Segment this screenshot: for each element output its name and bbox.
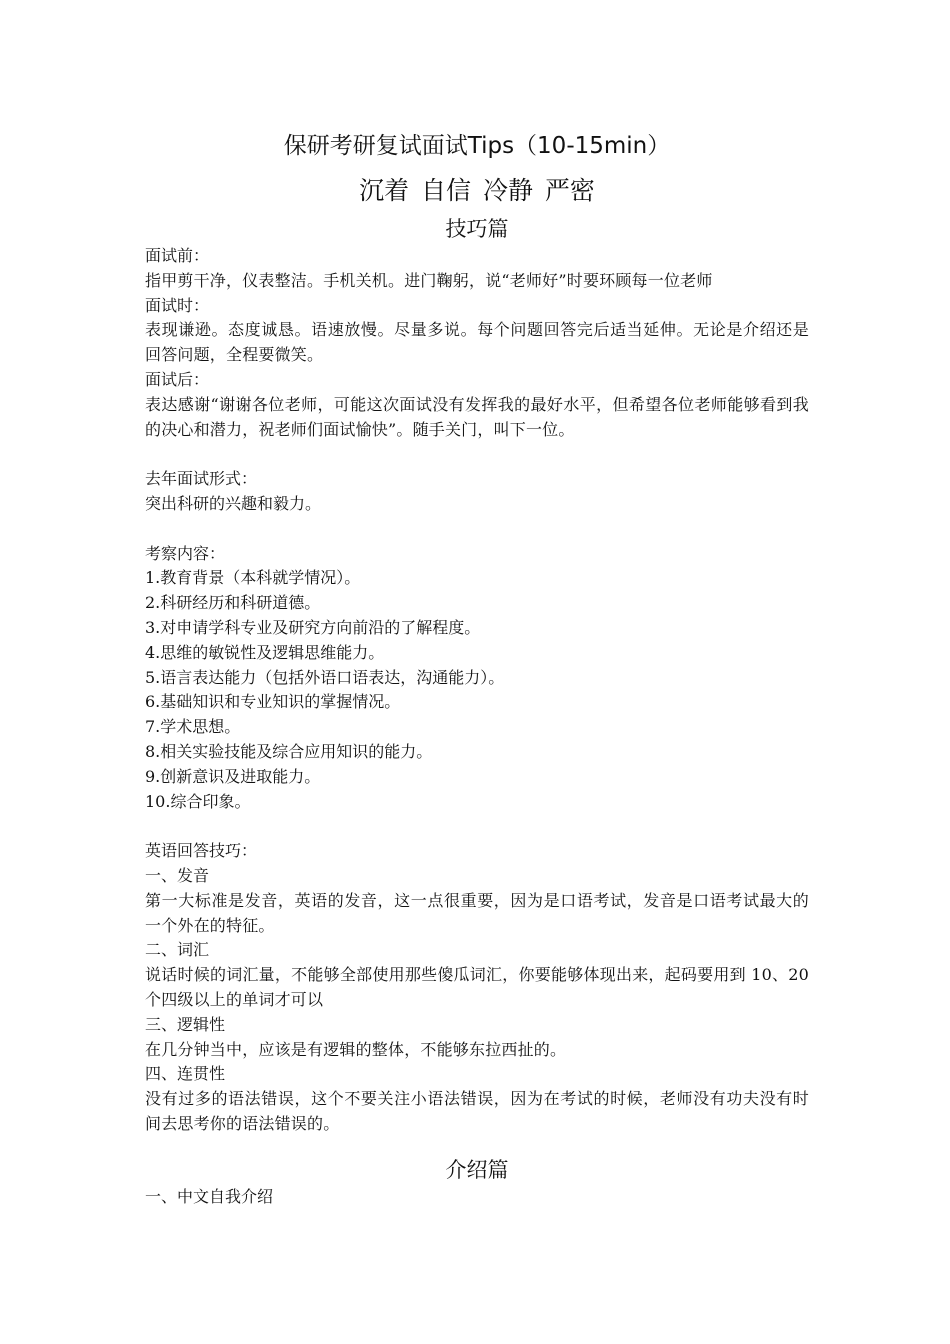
document-body bbox=[145, 130, 809, 1209]
before-interview-label: 面试前： bbox=[145, 246, 210, 265]
english-tip-text: 在几分钟当中，应该是有逻辑的整体，不能够东拉西扯的。 bbox=[145, 1039, 567, 1059]
last-year-label: 去年面试形式： bbox=[145, 469, 258, 489]
list-item: 6.基础知识和专业知识的掌握情况。 bbox=[145, 692, 401, 712]
list-item: 3.对申请学科专业及研究方向前沿的了解程度。 bbox=[145, 617, 481, 637]
intro-first-item: 一、中文自我介绍 bbox=[145, 1186, 274, 1206]
english-tip-text: 说话时候的词汇量，不能够全部使用那些傻瓜词汇，你要能够体现出来，起码要用到 10、20 个四级以上的单词才可以 bbox=[145, 965, 809, 1009]
last-year-text: 突出科研的兴趣和毅力。 bbox=[145, 493, 322, 513]
skills-section-heading: 技巧篇 bbox=[445, 217, 509, 241]
english-tip-heading: 二、词汇 bbox=[145, 940, 210, 960]
assessment-content-list bbox=[145, 566, 809, 814]
list-item: 10.综合印象。 bbox=[145, 791, 251, 811]
list-item: 4.思维的敏锐性及逻辑思维能力。 bbox=[145, 642, 385, 662]
english-tip-text: 第一大标准是发音，英语的发音，这一点很重要，因为是口语考试，发音是口语考试最大的一个外在的特征。 bbox=[145, 890, 809, 935]
list-item: 8.相关实验技能及综合应用知识的能力。 bbox=[145, 741, 433, 761]
before-interview-text: 指甲剪干净，仪表整洁。手机关机。进门鞠躬，说“老师好”时要环顾每一位老师 bbox=[145, 270, 713, 290]
english-tip-heading: 四、连贯性 bbox=[145, 1064, 226, 1084]
list-item: 7.学术思想。 bbox=[145, 717, 241, 737]
during-interview-text: 表现谦逊。态度诚恳。语速放慢。尽量多说。每个问题回答完后适当延伸。无论是介绍还是回答问题，全程要微笑。 bbox=[145, 320, 809, 365]
document-subtitle: 沉着 自信 冷静 严密 bbox=[359, 176, 595, 205]
list-item: 5.语言表达能力（包括外语口语表达，沟通能力）。 bbox=[145, 667, 505, 687]
spacer bbox=[145, 517, 809, 542]
intro-section-heading: 介绍篇 bbox=[445, 1157, 509, 1182]
assessment-content-label: 考察内容： bbox=[145, 543, 226, 563]
english-tip-heading: 三、逻辑性 bbox=[145, 1014, 226, 1034]
english-tips-label: 英语回答技巧： bbox=[145, 841, 258, 861]
list-item: 2.科研经历和科研道德。 bbox=[145, 593, 321, 613]
during-interview-label: 面试时： bbox=[145, 295, 210, 315]
list-item: 9.创新意识及进取能力。 bbox=[145, 766, 321, 786]
document-title: 保研考研复试面试Tips（10-15min） bbox=[283, 133, 671, 159]
spacer bbox=[145, 442, 809, 467]
after-interview-text: 表达感谢“谢谢各位老师，可能这次面试没有发挥我的最好水平，但希望各位老师能够看到我的决心和潜力，祝老师们面试愉快”。随手关门，叫下一位。 bbox=[145, 394, 809, 439]
spacer bbox=[145, 814, 809, 839]
list-item: 1.教育背景（本科就学情况）。 bbox=[145, 568, 361, 588]
english-tip-text: 没有过多的语法错误，这个不要关注小语法错误，因为在考试的时候，老师没有功夫没有时间去思考你的语法错误的。 bbox=[145, 1089, 809, 1133]
english-tip-heading: 一、发音 bbox=[145, 865, 210, 885]
after-interview-label: 面试后： bbox=[145, 369, 210, 389]
